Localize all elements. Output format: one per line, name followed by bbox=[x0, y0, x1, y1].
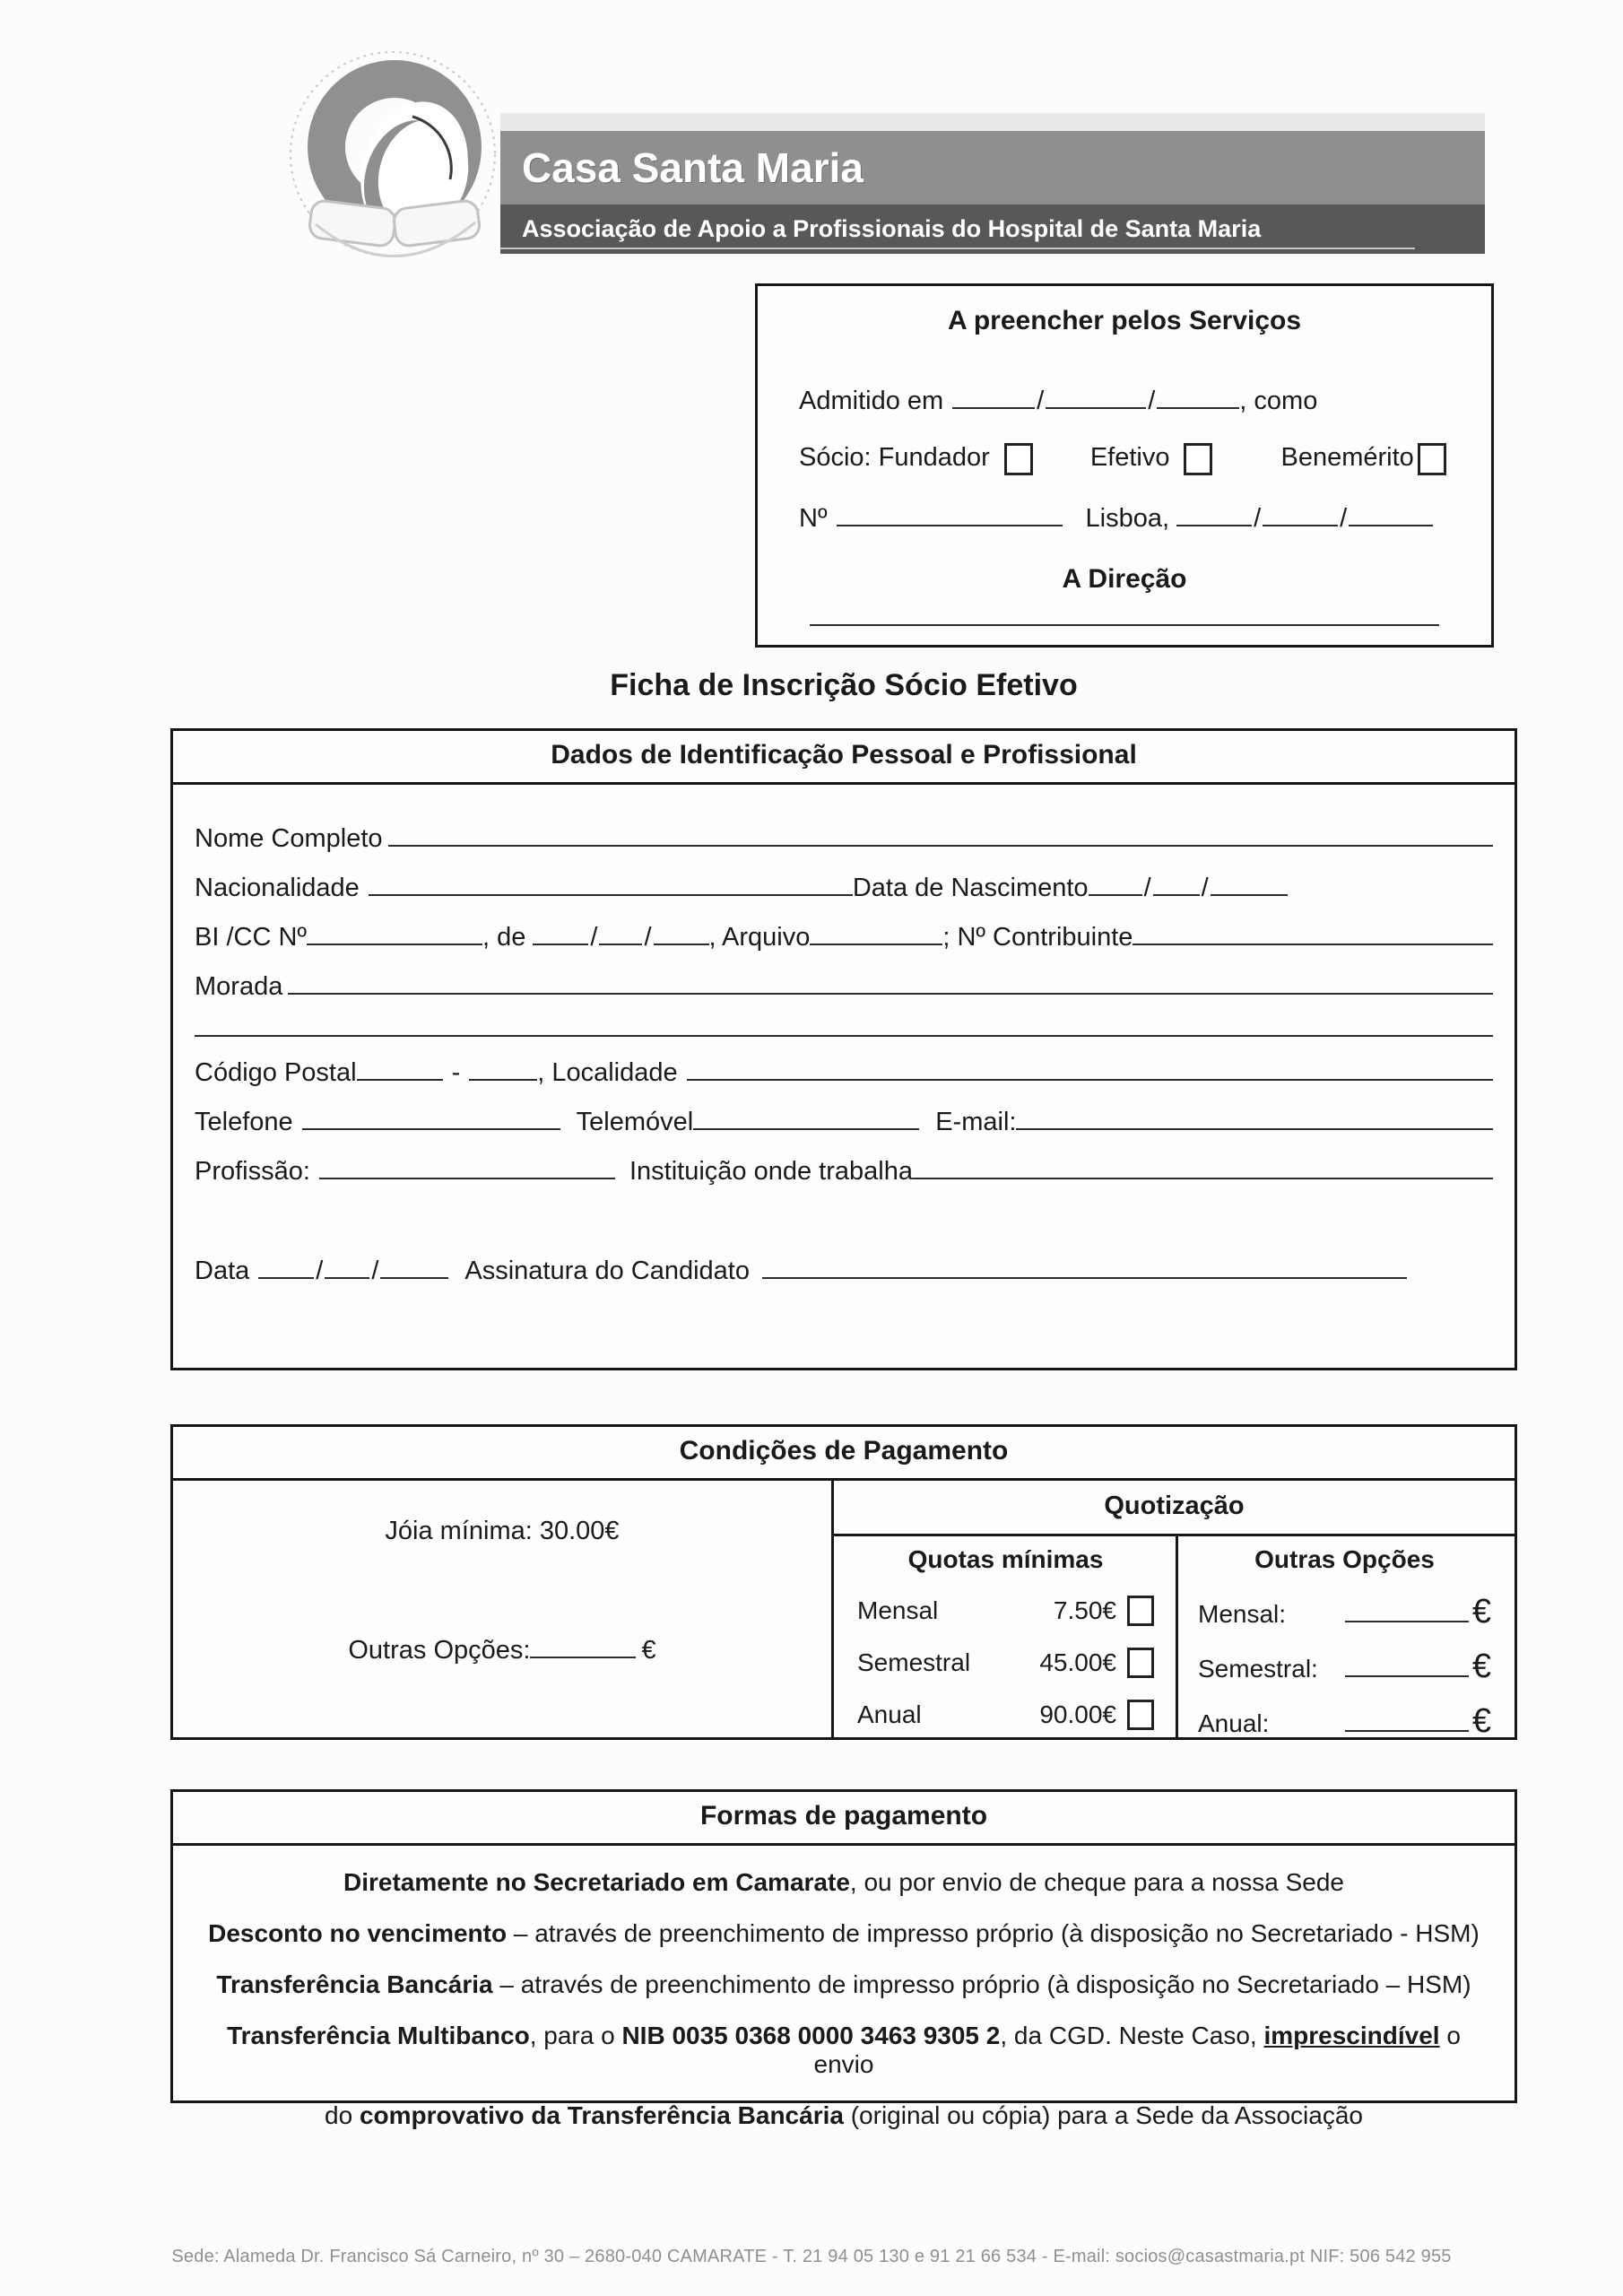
line2-text: – através de preenchimento de impresso próprio (à disposição no Secretariado - HSM) bbox=[507, 1919, 1480, 1947]
blank-candidate-signature bbox=[762, 1276, 1407, 1279]
blank-outras-opcoes bbox=[530, 1656, 636, 1658]
checkbox-efetivo bbox=[1184, 443, 1212, 475]
admitted-label: Admitido em bbox=[799, 387, 944, 415]
blank-sign-day bbox=[258, 1276, 314, 1279]
blank-tax-number bbox=[1133, 943, 1493, 945]
slash: / bbox=[316, 1257, 324, 1285]
outras-opcoes-left-row bbox=[173, 1636, 831, 1665]
payment-body bbox=[173, 1481, 1515, 1740]
outras-opcoes-title: Outras Opções bbox=[1254, 1545, 1435, 1573]
numero-label: Nº bbox=[799, 504, 828, 533]
checkbox-quota-semestral bbox=[1127, 1648, 1154, 1678]
localidade-label: , Localidade bbox=[537, 1058, 678, 1087]
bicc-label: BI /CC Nº bbox=[195, 923, 307, 952]
checkbox-quota-anual bbox=[1127, 1700, 1154, 1730]
joia-minima-label: Jóia mínima: 30.00€ bbox=[385, 1517, 620, 1545]
nacionalidade-label: Nacionalidade bbox=[195, 874, 360, 902]
blank-postal-code bbox=[357, 1078, 443, 1081]
blank-option-mensal bbox=[1345, 1620, 1469, 1622]
quota-mensal-label: Mensal bbox=[857, 1596, 939, 1624]
blank-id-number bbox=[307, 943, 482, 945]
checkbox-quota-mensal bbox=[1127, 1596, 1154, 1626]
payment-conditions-box bbox=[170, 1424, 1517, 1740]
payment-method-line-2 bbox=[173, 1919, 1515, 1948]
identification-box bbox=[170, 728, 1517, 1370]
address-row bbox=[195, 972, 1493, 1002]
header-banner bbox=[500, 113, 1485, 254]
blank-birth-year bbox=[1211, 893, 1288, 896]
option-row-mensal bbox=[1198, 1593, 1491, 1631]
line4-bold1: Transferência Multibanco bbox=[227, 2022, 530, 2049]
option-anual-label: Anual: bbox=[1198, 1709, 1270, 1737]
direcao-label: A Direção bbox=[1062, 564, 1187, 594]
blank-birth-month bbox=[1153, 893, 1200, 896]
line5-text1: do bbox=[325, 2101, 360, 2129]
checkbox-benemerito bbox=[1418, 443, 1446, 475]
blank-option-semestral bbox=[1345, 1674, 1469, 1677]
option-mensal-label: Mensal: bbox=[1198, 1600, 1287, 1628]
quotizacao-columns bbox=[834, 1536, 1515, 1740]
payment-method-line-5 bbox=[173, 2101, 1515, 2130]
blank-mobile bbox=[693, 1127, 919, 1130]
slash: / bbox=[1148, 387, 1156, 415]
blank-institution bbox=[913, 1177, 1493, 1179]
payment-method-line-1 bbox=[173, 1868, 1515, 1897]
slash: / bbox=[1254, 504, 1262, 533]
slash: / bbox=[1037, 387, 1045, 415]
slash: / bbox=[644, 923, 652, 952]
payment-conditions-title: Condições de Pagamento bbox=[173, 1427, 1515, 1481]
blank-address-line2 bbox=[195, 1034, 1493, 1037]
instituicao-label: Instituição onde trabalha bbox=[629, 1157, 913, 1186]
blank-archive bbox=[810, 943, 942, 945]
blank-postal-ext bbox=[469, 1078, 537, 1081]
option-row-semestral bbox=[1198, 1648, 1491, 1685]
nome-label: Nome Completo bbox=[195, 824, 383, 853]
quota-anual-value: 90.00€ bbox=[1039, 1700, 1116, 1728]
direction-signature-line bbox=[810, 623, 1439, 626]
banner-subtitle-band bbox=[500, 204, 1485, 254]
euro-sign: € bbox=[1471, 1648, 1491, 1685]
admitted-suffix: , como bbox=[1239, 387, 1318, 415]
line4-imprescindivel: imprescindível bbox=[1263, 2022, 1440, 2049]
blank-locality bbox=[687, 1078, 1493, 1081]
office-use-box bbox=[755, 283, 1494, 648]
euro-sign: € bbox=[1471, 1593, 1491, 1631]
contribuinte-label: ; Nº Contribuinte bbox=[942, 923, 1133, 952]
nascimento-label: Data de Nascimento bbox=[852, 874, 1089, 902]
slash: / bbox=[590, 923, 598, 952]
blank-sign-year bbox=[380, 1276, 448, 1279]
slash: / bbox=[1143, 874, 1151, 902]
blank-sign-month bbox=[325, 1276, 369, 1279]
lisboa-label: Lisboa, bbox=[1085, 504, 1170, 533]
line2-bold: Desconto no vencimento bbox=[208, 1919, 508, 1947]
quotizacao-title: Quotização bbox=[834, 1481, 1515, 1536]
banner-brand-band bbox=[500, 131, 1485, 204]
efetivo-label: Efetivo bbox=[1089, 443, 1170, 472]
blank-admitted-year bbox=[1157, 406, 1239, 409]
slash: / bbox=[371, 1257, 379, 1285]
blank-lisboa-month bbox=[1263, 524, 1338, 526]
arquivo-label: , Arquivo bbox=[708, 923, 811, 952]
blank-member-number bbox=[837, 524, 1063, 526]
blank-lisboa-year bbox=[1349, 524, 1433, 526]
member-type-row bbox=[799, 443, 1450, 475]
euro-sign: € bbox=[1471, 1702, 1491, 1740]
assinatura-label: Assinatura do Candidato bbox=[464, 1257, 750, 1285]
nationality-row bbox=[195, 874, 1493, 903]
admitted-row bbox=[799, 387, 1450, 416]
blank-full-name bbox=[388, 844, 1493, 847]
office-use-title: A preencher pelos Serviços bbox=[947, 306, 1302, 335]
payment-right-cell bbox=[834, 1481, 1515, 1740]
blank-option-anual bbox=[1345, 1729, 1469, 1732]
footer-address: Sede: Alameda Dr. Francisco Sá Carneiro, nº 30 – 2680-040 CAMARATE - T. 21 94 05 130 e 91 21 66 534 - E-mail: socios@casastmaria.pt NIF: 506 542 955 bbox=[171, 2247, 1452, 2266]
payment-methods-title: Formas de pagamento bbox=[173, 1792, 1515, 1846]
blank-admitted-month bbox=[1046, 406, 1146, 409]
option-semestral-label: Semestral: bbox=[1198, 1655, 1318, 1683]
quota-semestral-value: 45.00€ bbox=[1039, 1648, 1116, 1676]
line4-text3: o envio bbox=[813, 2022, 1461, 2078]
blank-phone bbox=[302, 1127, 560, 1130]
socio-fundador-label: Sócio: Fundador bbox=[799, 443, 990, 472]
morada-label: Morada bbox=[195, 972, 283, 1001]
blank-profession bbox=[319, 1177, 615, 1179]
line4-nib: NIB 0035 0368 0000 3463 9305 2 bbox=[621, 2022, 1001, 2049]
codigo-postal-label: Código Postal bbox=[195, 1058, 357, 1087]
line1-bold: Diretamente no Secretariado em Camarate bbox=[343, 1868, 850, 1896]
banner-underline bbox=[500, 248, 1415, 249]
brand-title: Casa Santa Maria bbox=[522, 144, 864, 191]
quota-anual-label: Anual bbox=[857, 1700, 922, 1728]
line4-text2: , da CGD. Neste Caso, bbox=[1000, 2022, 1264, 2049]
payment-method-line-3 bbox=[173, 1970, 1515, 1999]
quotas-minimas-column bbox=[834, 1536, 1178, 1737]
profissao-label: Profissão: bbox=[195, 1157, 310, 1186]
telefone-label: Telefone bbox=[195, 1108, 293, 1136]
quota-semestral-label: Semestral bbox=[857, 1648, 971, 1676]
id-card-row bbox=[195, 923, 1493, 952]
line3-bold: Transferência Bancária bbox=[216, 1970, 493, 1998]
brand-subtitle: Associação de Apoio a Profissionais do Hospital de Santa Maria bbox=[522, 215, 1262, 242]
payment-method-line-4 bbox=[173, 2022, 1515, 2079]
checkbox-fundador bbox=[1004, 443, 1033, 475]
slash: / bbox=[1340, 504, 1348, 533]
outras-opcoes-column bbox=[1178, 1536, 1515, 1740]
euro-sign: € bbox=[641, 1636, 656, 1665]
line5-text2: (original ou cópia) para a Sede da Associação bbox=[843, 2101, 1363, 2129]
form-title: Ficha de Inscrição Sócio Efetivo bbox=[610, 668, 1078, 702]
identification-title: Dados de Identificação Pessoal e Profissional bbox=[173, 731, 1515, 785]
quota-row-mensal bbox=[857, 1596, 1154, 1626]
blank-admitted-day bbox=[952, 406, 1035, 409]
de-label: , de bbox=[482, 923, 526, 952]
blank-id-year bbox=[654, 943, 709, 945]
full-name-row bbox=[195, 824, 1493, 854]
phone-row bbox=[195, 1108, 1493, 1137]
profession-row bbox=[195, 1157, 1493, 1187]
member-number-row bbox=[799, 504, 1450, 534]
telemovel-label: Telemóvel bbox=[576, 1108, 694, 1136]
line1-text: , ou por envio de cheque para a nossa Sede bbox=[849, 1868, 1344, 1896]
banner-light-strip bbox=[500, 113, 1485, 131]
payment-left-cell bbox=[173, 1481, 834, 1737]
slash: / bbox=[1201, 874, 1209, 902]
outras-opcoes-left-label: Outras Opções: bbox=[348, 1636, 531, 1665]
line4-text1: , para o bbox=[529, 2022, 622, 2049]
quotas-minimas-title: Quotas mínimas bbox=[907, 1545, 1104, 1573]
data-label: Data bbox=[195, 1257, 250, 1285]
signature-row bbox=[195, 1257, 1493, 1286]
email-label: E-mail: bbox=[935, 1108, 1017, 1136]
blank-birth-day bbox=[1089, 893, 1142, 896]
quota-mensal-value: 7.50€ bbox=[1053, 1596, 1116, 1624]
blank-address bbox=[288, 992, 1493, 995]
hands-holding-circle-icon bbox=[278, 45, 513, 271]
payment-methods-box bbox=[170, 1789, 1517, 2129]
blank-email bbox=[1016, 1127, 1493, 1130]
line5-bold: comprovativo da Transferência Bancária bbox=[359, 2101, 844, 2129]
blank-id-month bbox=[599, 943, 642, 945]
blank-nationality bbox=[369, 893, 853, 896]
quota-row-semestral bbox=[857, 1648, 1154, 1678]
blank-id-day bbox=[533, 943, 588, 945]
postal-code-row bbox=[195, 1058, 1493, 1088]
benemerito-label: Benemérito bbox=[1280, 443, 1414, 472]
line3-text: – através de preenchimento de impresso próprio (à disposição no Secretariado – HSM) bbox=[492, 1970, 1471, 1998]
blank-lisboa-day bbox=[1176, 524, 1252, 526]
dash: - bbox=[451, 1058, 461, 1087]
quota-row-anual bbox=[857, 1700, 1154, 1730]
association-logo bbox=[278, 45, 513, 271]
option-row-anual bbox=[1198, 1702, 1491, 1740]
